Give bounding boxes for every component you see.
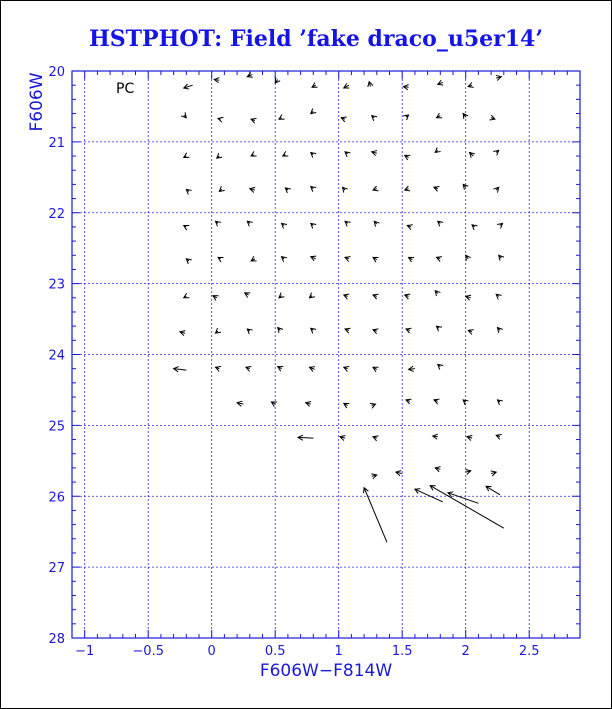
error-vector bbox=[213, 296, 218, 301]
error-vector bbox=[237, 401, 243, 406]
vector-arrowhead bbox=[344, 294, 349, 299]
error-vector bbox=[430, 486, 504, 529]
error-vector bbox=[467, 435, 472, 440]
error-vector bbox=[174, 367, 187, 372]
error-vector bbox=[311, 256, 316, 261]
error-vector bbox=[448, 492, 478, 504]
error-vector bbox=[278, 367, 283, 372]
vector-arrowhead bbox=[409, 257, 414, 262]
vector-arrowhead bbox=[497, 223, 502, 228]
vector-arrowhead bbox=[468, 330, 473, 335]
error-vector bbox=[370, 403, 375, 408]
vector-arrowhead bbox=[405, 294, 410, 299]
error-vector bbox=[184, 84, 193, 89]
y-tick-label: 23 bbox=[48, 277, 65, 293]
error-vector bbox=[364, 488, 387, 543]
vector-arrowhead bbox=[312, 83, 317, 88]
vector-arrowhead bbox=[489, 115, 494, 120]
error-vector bbox=[434, 399, 439, 404]
error-vector bbox=[250, 187, 255, 192]
y-tick-label: 27 bbox=[48, 561, 65, 577]
vector-shaft bbox=[430, 486, 504, 529]
vector-arrowhead bbox=[285, 188, 290, 193]
vector-arrowhead bbox=[373, 257, 378, 262]
error-vector bbox=[279, 293, 284, 298]
vector-arrowhead bbox=[186, 189, 191, 194]
error-vector bbox=[406, 328, 411, 333]
error-vector bbox=[184, 226, 189, 231]
error-vector bbox=[374, 221, 379, 226]
vector-arrowhead bbox=[435, 147, 440, 152]
error-vector bbox=[436, 113, 441, 118]
error-vector bbox=[493, 150, 498, 155]
chart-title: HSTPHOT: Field ’fake draco_u5er14’ bbox=[88, 26, 544, 52]
error-vector bbox=[186, 189, 191, 194]
vector-arrowhead bbox=[373, 436, 378, 441]
error-vector bbox=[214, 78, 219, 83]
error-vector bbox=[247, 329, 252, 334]
x-tick-label: 1.5 bbox=[391, 644, 413, 659]
error-vector bbox=[218, 257, 223, 262]
error-vector bbox=[344, 83, 349, 88]
error-vector bbox=[285, 188, 290, 193]
vector-arrowhead bbox=[184, 293, 189, 298]
vector-arrowhead bbox=[311, 153, 316, 158]
error-vector bbox=[499, 255, 504, 260]
y-tick-label: 22 bbox=[48, 206, 65, 222]
error-vector bbox=[373, 186, 378, 191]
error-vector bbox=[216, 221, 221, 226]
vector-arrowhead bbox=[311, 223, 316, 228]
error-vector bbox=[247, 221, 252, 226]
error-vector bbox=[218, 117, 223, 122]
error-vector bbox=[470, 153, 475, 158]
vector-arrowhead bbox=[373, 186, 378, 191]
error-vector bbox=[491, 471, 496, 476]
error-vector bbox=[468, 330, 473, 335]
vector-arrowhead bbox=[251, 118, 256, 123]
error-vector bbox=[311, 187, 316, 192]
vector-arrowhead bbox=[406, 399, 411, 404]
vector-arrowhead bbox=[341, 117, 346, 122]
error-vector bbox=[345, 257, 350, 262]
error-vector bbox=[373, 436, 378, 441]
vector-arrowhead bbox=[345, 257, 350, 262]
vector-arrowhead bbox=[184, 226, 189, 231]
vector-arrowhead bbox=[218, 117, 223, 122]
vector-arrowhead bbox=[282, 257, 287, 262]
error-vector bbox=[496, 294, 501, 299]
y-tick-labels bbox=[48, 65, 65, 647]
vector-arrowhead bbox=[344, 403, 349, 408]
x-tick-label: 0.5 bbox=[264, 644, 286, 659]
error-vector bbox=[409, 366, 415, 371]
x-tick-label: 2 bbox=[461, 644, 470, 659]
vector-arrowhead bbox=[373, 329, 378, 334]
error-vector bbox=[403, 85, 408, 90]
error-vector bbox=[438, 364, 443, 369]
error-vector bbox=[245, 293, 250, 298]
error-vector bbox=[436, 326, 441, 331]
vector-arrowhead bbox=[251, 256, 256, 261]
error-vector bbox=[396, 471, 402, 476]
grid-lines bbox=[72, 71, 580, 638]
vector-arrowhead bbox=[184, 153, 189, 158]
vector-arrowhead bbox=[405, 186, 410, 191]
error-vector bbox=[373, 294, 378, 299]
vector-arrowhead bbox=[497, 400, 502, 405]
error-vector bbox=[340, 435, 345, 440]
vector-arrowhead bbox=[245, 293, 250, 298]
error-vector bbox=[368, 82, 373, 87]
error-vector bbox=[409, 257, 414, 262]
error-vector bbox=[373, 257, 378, 262]
x-tick-label: −0.5 bbox=[132, 644, 164, 659]
error-vector bbox=[403, 115, 408, 120]
vector-arrowhead bbox=[468, 82, 473, 87]
error-vector bbox=[279, 115, 284, 120]
error-vector bbox=[465, 469, 470, 474]
vector-arrowhead bbox=[311, 328, 316, 333]
vector-arrowhead bbox=[436, 326, 441, 331]
vector-arrowhead bbox=[279, 293, 284, 298]
error-vector bbox=[468, 82, 473, 87]
error-vector bbox=[278, 328, 283, 333]
error-vector bbox=[371, 474, 376, 479]
error-vector bbox=[344, 366, 349, 371]
error-vector bbox=[219, 186, 224, 191]
error-vector bbox=[463, 114, 468, 119]
vector-arrowhead bbox=[436, 113, 441, 118]
error-vector bbox=[344, 294, 349, 299]
error-vector bbox=[311, 153, 316, 158]
vector-arrowhead bbox=[247, 329, 252, 334]
x-tick-label: −1 bbox=[75, 644, 95, 659]
vector-arrowhead bbox=[405, 155, 410, 160]
vector-arrowhead bbox=[493, 150, 498, 155]
error-vector bbox=[405, 186, 410, 191]
error-vector bbox=[434, 186, 439, 191]
error-vector bbox=[405, 155, 410, 160]
vector-arrowhead bbox=[472, 225, 477, 230]
error-vector bbox=[251, 151, 256, 156]
error-vector bbox=[345, 328, 350, 333]
vector-arrowhead bbox=[345, 328, 350, 333]
vector-arrowhead bbox=[216, 221, 221, 226]
x-axis-label: F606W−F814W bbox=[259, 661, 393, 681]
error-vector bbox=[496, 75, 501, 80]
error-vector bbox=[407, 225, 412, 230]
vector-arrowhead bbox=[311, 108, 316, 113]
error-vector bbox=[344, 403, 349, 408]
vector-arrowhead bbox=[246, 366, 251, 371]
error-vector bbox=[216, 328, 221, 333]
error-vector bbox=[283, 151, 288, 156]
vector-arrowhead bbox=[216, 366, 221, 371]
error-vector bbox=[180, 331, 185, 336]
error-vector bbox=[486, 486, 500, 495]
error-vector bbox=[372, 116, 377, 121]
error-vector bbox=[309, 293, 314, 298]
error-vector bbox=[184, 153, 189, 158]
error-vector bbox=[186, 259, 191, 264]
error-vector bbox=[497, 328, 502, 333]
vector-arrowhead bbox=[434, 186, 439, 191]
y-tick-label: 26 bbox=[48, 490, 65, 506]
error-vector bbox=[271, 402, 276, 407]
y-tick-label: 21 bbox=[48, 135, 65, 151]
error-vector bbox=[494, 187, 499, 192]
vector-arrowhead bbox=[282, 223, 287, 228]
error-vector bbox=[435, 147, 440, 152]
vector-arrowhead bbox=[309, 293, 314, 298]
y-axis-label: F606W bbox=[27, 72, 47, 132]
vector-arrowhead bbox=[217, 153, 222, 158]
vector-arrowhead bbox=[438, 221, 443, 226]
error-vector bbox=[433, 434, 438, 439]
error-vector bbox=[298, 435, 313, 440]
error-vector bbox=[251, 256, 256, 261]
vector-arrowhead bbox=[345, 221, 350, 226]
error-vector bbox=[181, 112, 186, 117]
vector-arrowhead bbox=[283, 151, 288, 156]
error-vector bbox=[373, 367, 378, 372]
vector-arrowhead bbox=[403, 115, 408, 120]
panel-label: PC bbox=[116, 81, 135, 97]
vector-arrowhead bbox=[407, 225, 412, 230]
vector-arrowhead bbox=[434, 399, 439, 404]
vector-arrowhead bbox=[373, 294, 378, 299]
error-vector bbox=[275, 78, 280, 83]
error-vector bbox=[282, 257, 287, 262]
vector-arrowhead bbox=[344, 366, 349, 371]
error-vector bbox=[438, 80, 443, 85]
vector-arrowhead bbox=[438, 364, 443, 369]
error-vector bbox=[497, 400, 502, 405]
error-vector bbox=[497, 223, 502, 228]
error-vector bbox=[216, 366, 221, 371]
vector-arrowhead bbox=[186, 259, 191, 264]
vector-arrowhead bbox=[251, 151, 256, 156]
error-vector bbox=[466, 295, 471, 300]
error-vector bbox=[438, 221, 443, 226]
vector-arrowhead bbox=[372, 116, 377, 121]
vector-arrowhead bbox=[345, 152, 350, 157]
error-vector bbox=[373, 329, 378, 334]
error-vector bbox=[217, 153, 222, 158]
error-vector bbox=[312, 83, 317, 88]
x-tick-label: 2.5 bbox=[518, 644, 540, 659]
error-vector bbox=[311, 108, 316, 113]
error-vector bbox=[311, 223, 316, 228]
vector-shaft bbox=[298, 437, 313, 438]
error-vector bbox=[246, 366, 251, 371]
y-tick-label: 25 bbox=[48, 419, 65, 435]
error-vector bbox=[251, 118, 256, 123]
vector-arrowhead bbox=[496, 294, 501, 299]
error-vector bbox=[405, 294, 410, 299]
error-vector bbox=[472, 225, 477, 230]
vector-arrowhead bbox=[311, 187, 316, 192]
vector-arrowhead bbox=[406, 328, 411, 333]
x-tick-labels bbox=[75, 644, 539, 659]
vector-arrowhead bbox=[219, 186, 224, 191]
error-vector bbox=[372, 151, 377, 156]
vector-arrowhead bbox=[213, 296, 218, 301]
vector-arrowhead bbox=[218, 257, 223, 262]
error-vector bbox=[311, 328, 316, 333]
error-vector bbox=[406, 399, 411, 404]
y-tick-label: 28 bbox=[48, 632, 65, 647]
error-vector bbox=[435, 291, 440, 296]
error-vector bbox=[345, 221, 350, 226]
vector-arrowhead bbox=[436, 257, 441, 262]
vector-arrowhead bbox=[247, 221, 252, 226]
vector-arrowhead bbox=[271, 402, 276, 407]
vector-arrowhead bbox=[278, 367, 283, 372]
y-tick-label: 24 bbox=[48, 348, 65, 364]
vector-arrowhead bbox=[279, 115, 284, 120]
y-tick-label: 20 bbox=[48, 65, 65, 80]
error-vector bbox=[309, 367, 314, 372]
error-vector bbox=[489, 115, 494, 120]
vector-arrowhead bbox=[373, 367, 378, 372]
error-vector bbox=[496, 435, 501, 440]
vector-arrowhead bbox=[370, 403, 375, 408]
error-vector bbox=[466, 255, 471, 260]
x-tick-label: 0 bbox=[207, 644, 216, 659]
error-vector bbox=[306, 401, 311, 406]
error-vector bbox=[436, 257, 441, 262]
vector-arrowhead bbox=[496, 435, 501, 440]
error-vector bbox=[184, 293, 189, 298]
error-vector bbox=[435, 467, 440, 472]
vector-arrowhead bbox=[216, 328, 221, 333]
vector-shaft bbox=[364, 488, 387, 543]
error-vector bbox=[282, 223, 287, 228]
error-vector bbox=[343, 187, 348, 192]
error-vector bbox=[341, 117, 346, 122]
error-vector bbox=[345, 152, 350, 157]
x-tick-label: 1 bbox=[334, 644, 343, 659]
